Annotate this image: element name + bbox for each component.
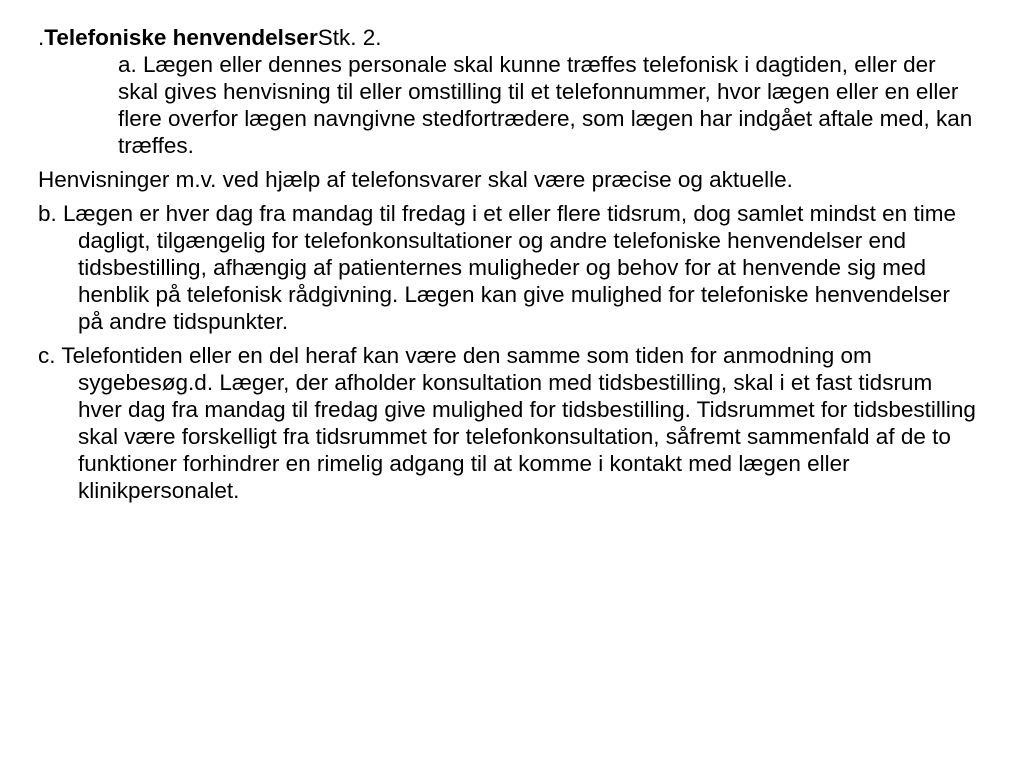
- paragraph-c: c. Telefontiden eller en del heraf kan være den samme som tiden for anmodning om sygebesøg.d. Læger, der afholder konsultation med tidsbestilling, skal i et fast tidsrum hver dag fra mandag til fredag give mulighed for tidsbestilling. Tidsrummet for tidsbestilling skal være forskelligt fra tidsrummet for telefonkonsultation, såfremt sammenfald af de to funktioner forhindrer en rimelig adgang til at komme i kontakt med lægen eller klinikpersonalet.: [38, 343, 976, 503]
- heading-stk: Stk. 2.: [317, 25, 382, 50]
- heading-line: [38, 24, 978, 51]
- heading-prefix: .: [38, 25, 45, 50]
- heading-title: Telefoniske henvendelser: [44, 25, 318, 50]
- paragraph-a: a. Lægen eller dennes personale skal kunne træffes telefonisk i dagtiden, eller der skal gives henvisning til eller omstilling til et telefonnummer, hvor lægen eller en eller flere overfor lægen navngivne stedfortrædere, som lægen har indgået aftale med, kan træffes.: [118, 52, 973, 158]
- slide-body: [38, 24, 978, 511]
- paragraph-b: b. Lægen er hver dag fra mandag til fredag i et eller flere tidsrum, dog samlet mindst en time dagligt, tilgængelig for telefonkonsultationer og andre telefoniske henvendelser end tidsbestilling, afhængig af patienternes muligheder og behov for at henvende sig med henblik på telefonisk rådgivning. Lægen kan give mulighed for telefoniske henvendelser på andre tidspunkter.: [38, 201, 956, 334]
- paragraph-section-heading: [38, 24, 978, 159]
- paragraph-henvisninger: Henvisninger m.v. ved hjælp af telefonsvarer skal være præcise og aktuelle.: [38, 167, 793, 192]
